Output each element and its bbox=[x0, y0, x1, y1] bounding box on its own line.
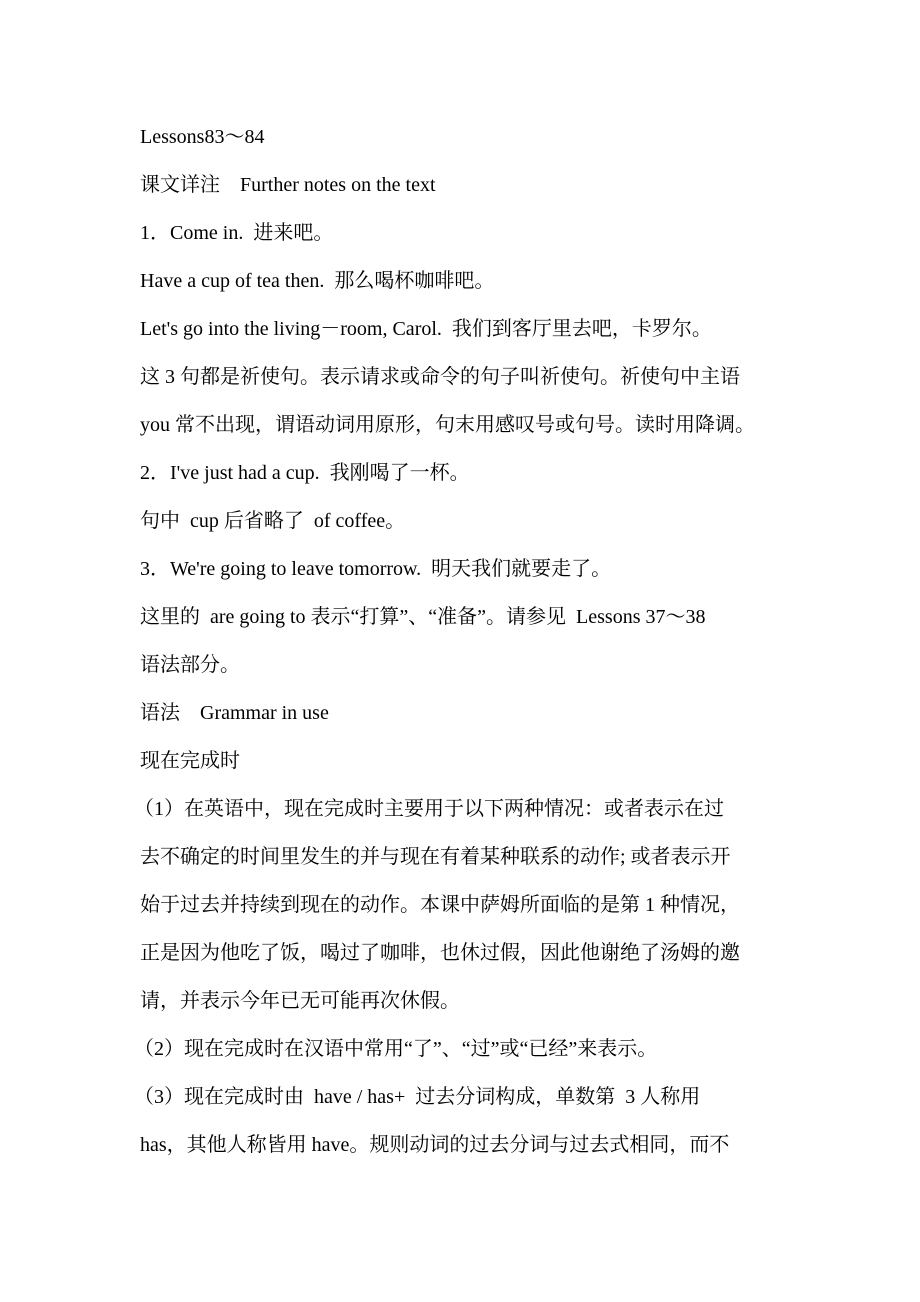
note-3-sentence: 3．We're going to leave tomorrow. 明天我们就要走了。 bbox=[140, 558, 612, 580]
grammar-point-1-cont: 始于过去并持续到现在的动作。本课中萨姆所面临的是第 1 种情况， bbox=[140, 894, 740, 916]
document-body bbox=[134, 113, 800, 1169]
grammar-topic: 现在完成时 bbox=[140, 750, 240, 772]
grammar-point-1-cont: 去不确定的时间里发生的并与现在有着某种联系的动作; 或者表示开 bbox=[140, 846, 731, 868]
note-1-sentence-1: 1．Come in. 进来吧。 bbox=[140, 222, 334, 244]
grammar-point-1-cont: 请，并表示今年已无可能再次休假。 bbox=[140, 990, 460, 1012]
note-1-explanation: 这 3 句都是祈使句。表示请求或命令的句子叫祈使句。祈使句中主语 bbox=[140, 366, 740, 388]
note-3-explanation-cont: 语法部分。 bbox=[140, 654, 240, 676]
grammar-point-2: （2）现在完成时在汉语中常用“了”、“过”或“已经”来表示。 bbox=[134, 1038, 658, 1060]
grammar-point-3-cont: has，其他人称皆用 have。规则动词的过去分词与过去式相同，而不 bbox=[140, 1134, 730, 1156]
grammar-point-1: （1）在英语中，现在完成时主要用于以下两种情况：或者表示在过 bbox=[134, 798, 724, 820]
note-1-explanation-cont: you 常不出现，谓语动词用原形，句末用感叹号或句号。读时用降调。 bbox=[140, 414, 755, 436]
note-1-sentence-3: Let's go into the living－room, Carol. 我们到客厅里去吧，卡罗尔。 bbox=[140, 318, 712, 340]
grammar-point-1-cont: 正是因为他吃了饭，喝过了咖啡，也休过假，因此他谢绝了汤姆的邀 bbox=[140, 942, 740, 964]
section-heading-notes: 课文详注 Further notes on the text bbox=[140, 174, 436, 196]
note-2-sentence: 2．I've just had a cup. 我刚喝了一杯。 bbox=[140, 462, 470, 484]
document-title: Lessons83～84 bbox=[140, 126, 265, 148]
section-heading-grammar: 语法 Grammar in use bbox=[140, 702, 329, 724]
grammar-point-3: （3）现在完成时由 have / has+ 过去分词构成，单数第 3 人称用 bbox=[134, 1086, 701, 1108]
note-3-explanation: 这里的 are going to 表示“打算”、“准备”。请参见 Lessons 37～38 bbox=[140, 606, 706, 628]
note-1-sentence-2: Have a cup of tea then. 那么喝杯咖啡吧。 bbox=[140, 270, 495, 292]
note-2-explanation: 句中 cup 后省略了 of coffee。 bbox=[140, 510, 406, 532]
